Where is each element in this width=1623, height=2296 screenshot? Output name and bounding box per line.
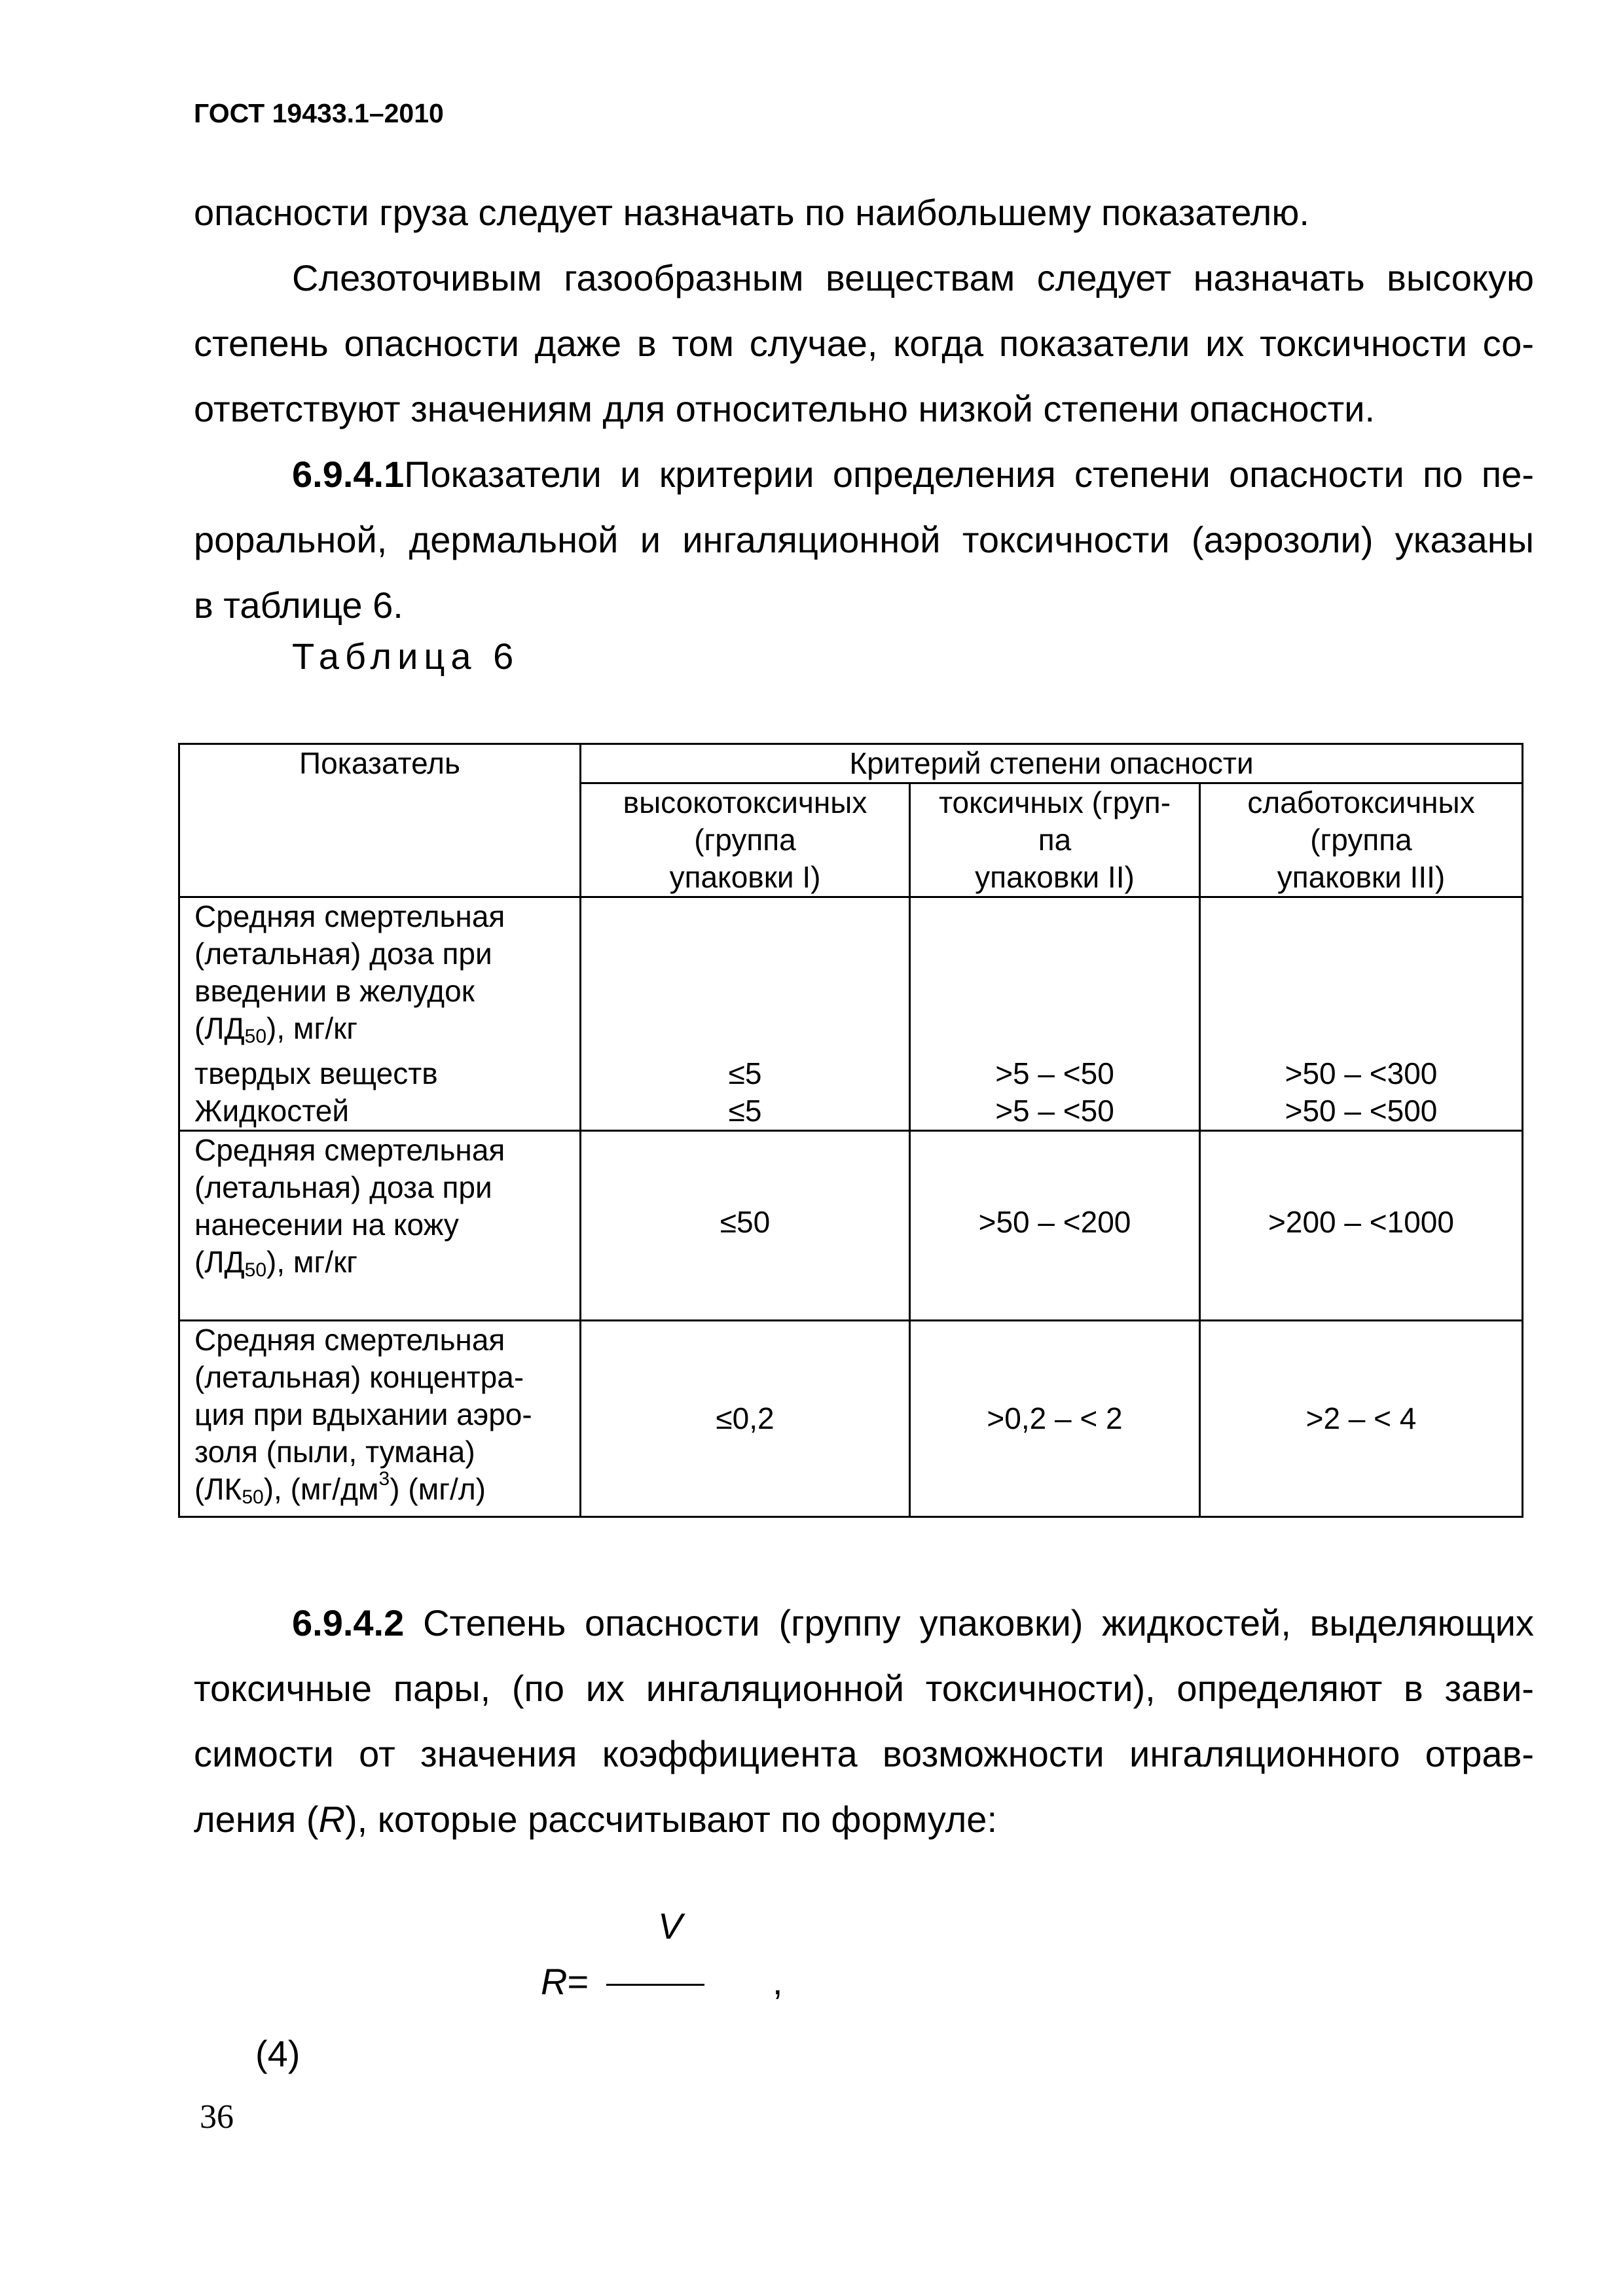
text-line: роральной, дермальной и ингаляционной токсичности (аэрозоли) указаны bbox=[194, 519, 1534, 560]
table-row bbox=[179, 1321, 1523, 1517]
header-group-1: высокотоксичных (группа упаковки I) bbox=[581, 783, 910, 897]
cell-group-1: ≤50 bbox=[581, 1131, 910, 1321]
table-row bbox=[179, 1131, 1523, 1321]
cell-group-1: ≤0,2 bbox=[581, 1321, 910, 1517]
equation-number: (4) bbox=[255, 2033, 301, 2074]
paragraph-6-9-4-2 bbox=[194, 1590, 1534, 1852]
page-number: 36 bbox=[200, 2098, 234, 2136]
row-label-dermal: Средняя смертельная (летальная) доза при нанесении на кожу $(ЛД_{50})$, мг/кг bbox=[179, 1131, 581, 1321]
paragraph-6-9-4-1 bbox=[194, 442, 1534, 638]
text-line: степень опасности даже в том случае, когда показатели их токсичности со- bbox=[194, 323, 1534, 364]
clause-number: 6.9.4.1 bbox=[292, 454, 405, 495]
formula-comma: , bbox=[773, 1961, 783, 2002]
hazard-criteria-table bbox=[178, 743, 1523, 1518]
text-line: токсичные пары, (по их ингаляционной токсичности), определяют в зави- bbox=[194, 1668, 1534, 1709]
row-label-oral: Средняя смертельная (летальная) доза при введении в желудок $(ЛД_{50})$, мг/кг твердых веществ Жидкостей bbox=[179, 897, 581, 1131]
cell-group-2: >0,2 – < 2 bbox=[910, 1321, 1200, 1517]
cell-group-3: >2 – < 4 bbox=[1200, 1321, 1523, 1517]
text-line: Слезоточивым газообразным веществам следует назначать высокую bbox=[292, 257, 1534, 298]
header-criterion: Критерий степени опасности bbox=[581, 744, 1523, 783]
liquids-label: Жидкостей bbox=[194, 1094, 350, 1128]
text-line: ления (R), которые рассчитывают по формуле: bbox=[194, 1799, 998, 1840]
header-group-3: слаботоксичных (группа упаковки III) bbox=[1200, 783, 1523, 897]
paragraph-tear-gas bbox=[194, 245, 1534, 442]
text-line: в таблице 6. bbox=[194, 584, 403, 626]
text-line: опасности груза следует назначать по наибольшему показателю. bbox=[194, 192, 1309, 233]
text-line: симости от значения коэффициента возможности ингаляционного отрав- bbox=[194, 1733, 1534, 1774]
solids-label: твердых веществ bbox=[194, 1056, 438, 1090]
row-label-inhalation: Средняя смертельная (летальная) концентра- ция при вдыхании аэро- золя (пыли, тумана) $(ЛК_{50})$, $(мг/дм^3)$ (мг/л) bbox=[179, 1321, 581, 1517]
header-indicator: Показатель bbox=[179, 744, 581, 897]
cell-group-2: >50 – <200 bbox=[910, 1131, 1200, 1321]
formula-lhs: R= bbox=[541, 1961, 589, 2002]
document-header: ГОСТ 19433.1–2010 bbox=[194, 98, 444, 128]
header-group-2: токсичных (груп- па упаковки II) bbox=[910, 783, 1200, 897]
formula-numerator: V bbox=[658, 1905, 683, 1946]
cell-group-3: >50 – <300 >50 – <500 bbox=[1200, 897, 1523, 1131]
cell-group-3: >200 – <1000 bbox=[1200, 1131, 1523, 1321]
text-line bbox=[194, 442, 1534, 507]
paragraph-continuation bbox=[194, 180, 1534, 245]
text-line: 6.9.4.2 Степень опасности (группу упаковки) жидкостей, выделяющих bbox=[292, 1602, 1534, 1643]
cell-group-1: ≤5 ≤5 bbox=[581, 897, 910, 1131]
clause-number: 6.9.4.2 bbox=[292, 1602, 405, 1643]
table-caption: Таблица 6 bbox=[292, 636, 520, 677]
text-line: ответствуют значениям для относительно низкой степени опасности. bbox=[194, 388, 1376, 429]
fraction-bar bbox=[606, 1984, 704, 1986]
table-row bbox=[179, 897, 1523, 1131]
cell-group-2: >5 – <50 >5 – <50 bbox=[910, 897, 1200, 1131]
text-line-content: Показатели и критерии определения степени опасности по пе- bbox=[404, 454, 1534, 495]
